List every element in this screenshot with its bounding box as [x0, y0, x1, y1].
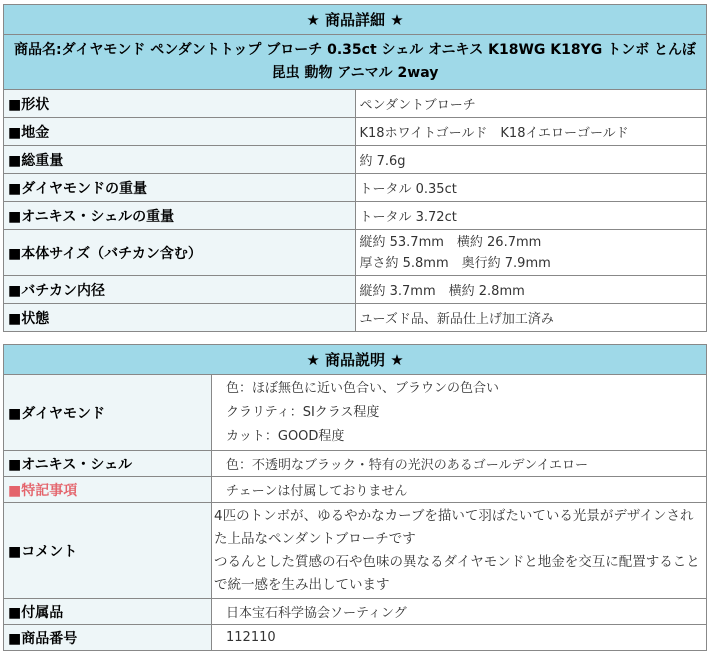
product-details-table [3, 4, 707, 332]
row-label-metal: ■地金 [4, 118, 356, 146]
table-row [4, 118, 707, 146]
row-value-accessories: 日本宝石科学協会ソーティング [212, 599, 707, 625]
table-row [4, 451, 707, 477]
row-label-size: ■本体サイズ（バチカン含む） [4, 230, 356, 276]
table-row [4, 625, 707, 651]
diamond-color: 色：ほぼ無色に近い色合い、ブラウンの色合い [226, 380, 500, 396]
table-row [4, 304, 707, 332]
table-row [4, 146, 707, 174]
row-label-onyx-weight: ■オニキス・シェルの重量 [4, 202, 356, 230]
row-label-notes: ■特記事項 [4, 477, 212, 503]
row-value-diamond-weight: トータル 0.35ct [355, 174, 707, 202]
row-value-comment [212, 503, 707, 599]
row-value-condition: ユーズド品、新品仕上げ加工済み [355, 304, 707, 332]
details-header: ★ 商品詳細 ★ [4, 5, 707, 35]
table-row [4, 599, 707, 625]
row-label-shape: ■形状 [4, 90, 356, 118]
table-row [4, 90, 707, 118]
row-label-comment: ■コメント [4, 503, 212, 599]
row-value-onyx-shell: 色：不透明なブラック・特有の光沢のあるゴールデンイエロー [212, 451, 707, 477]
table-row [4, 276, 707, 304]
row-value-diamond [212, 375, 707, 451]
size-line-1: 縦約 53.7mm 横約 26.7mm [359, 234, 542, 250]
row-value-size [355, 230, 707, 276]
table-row [4, 202, 707, 230]
table-row [4, 174, 707, 202]
row-label-bail: ■バチカン内径 [4, 276, 356, 304]
row-value-weight: 約 7.6g [355, 146, 707, 174]
row-value-bail: 縦約 3.7mm 横約 2.8mm [355, 276, 707, 304]
row-value-onyx-weight: トータル 3.72ct [355, 202, 707, 230]
row-label-weight: ■総重量 [4, 146, 356, 174]
row-label-diamond: ■ダイヤモンド [4, 375, 212, 451]
diamond-cut: カット：GOOD程度 [226, 428, 345, 444]
product-title: 商品名:ダイヤモンド ペンダントトップ ブローチ 0.35ct シェル オニキス K18WG K18YG トンボ とんぼ 昆虫 動物 アニマル 2way [4, 35, 707, 90]
comment-paragraph-2: つるんとした質感の石や色味の異なるダイヤモンドと地金を交互に配置することで統一感を生み出しています [214, 553, 700, 593]
row-label-condition: ■状態 [4, 304, 356, 332]
row-label-onyx-shell: ■オニキス・シェル [4, 451, 212, 477]
comment-paragraph-1: 4匹のトンボが、ゆるやかなカーブを描いて羽ばたいている光景がデザインされた上品なペンダントブローチです [214, 507, 694, 547]
row-value-notes: チェーンは付属しておりません [212, 477, 707, 503]
table-row [4, 375, 707, 451]
row-label-diamond-weight: ■ダイヤモンドの重量 [4, 174, 356, 202]
row-value-shape: ペンダントブローチ [355, 90, 707, 118]
product-description-table [3, 344, 707, 651]
table-row [4, 503, 707, 599]
size-line-2: 厚さ約 5.8mm 奥行約 7.9mm [359, 255, 551, 271]
table-row [4, 230, 707, 276]
row-value-item-number: 112110 [212, 625, 707, 651]
table-row [4, 477, 707, 503]
diamond-clarity: クラリティ：SIクラス程度 [226, 404, 380, 420]
row-label-item-number: ■商品番号 [4, 625, 212, 651]
row-label-accessories: ■付属品 [4, 599, 212, 625]
row-value-metal: K18ホワイトゴールド K18イエローゴールド [355, 118, 707, 146]
description-header: ★ 商品説明 ★ [4, 345, 707, 375]
